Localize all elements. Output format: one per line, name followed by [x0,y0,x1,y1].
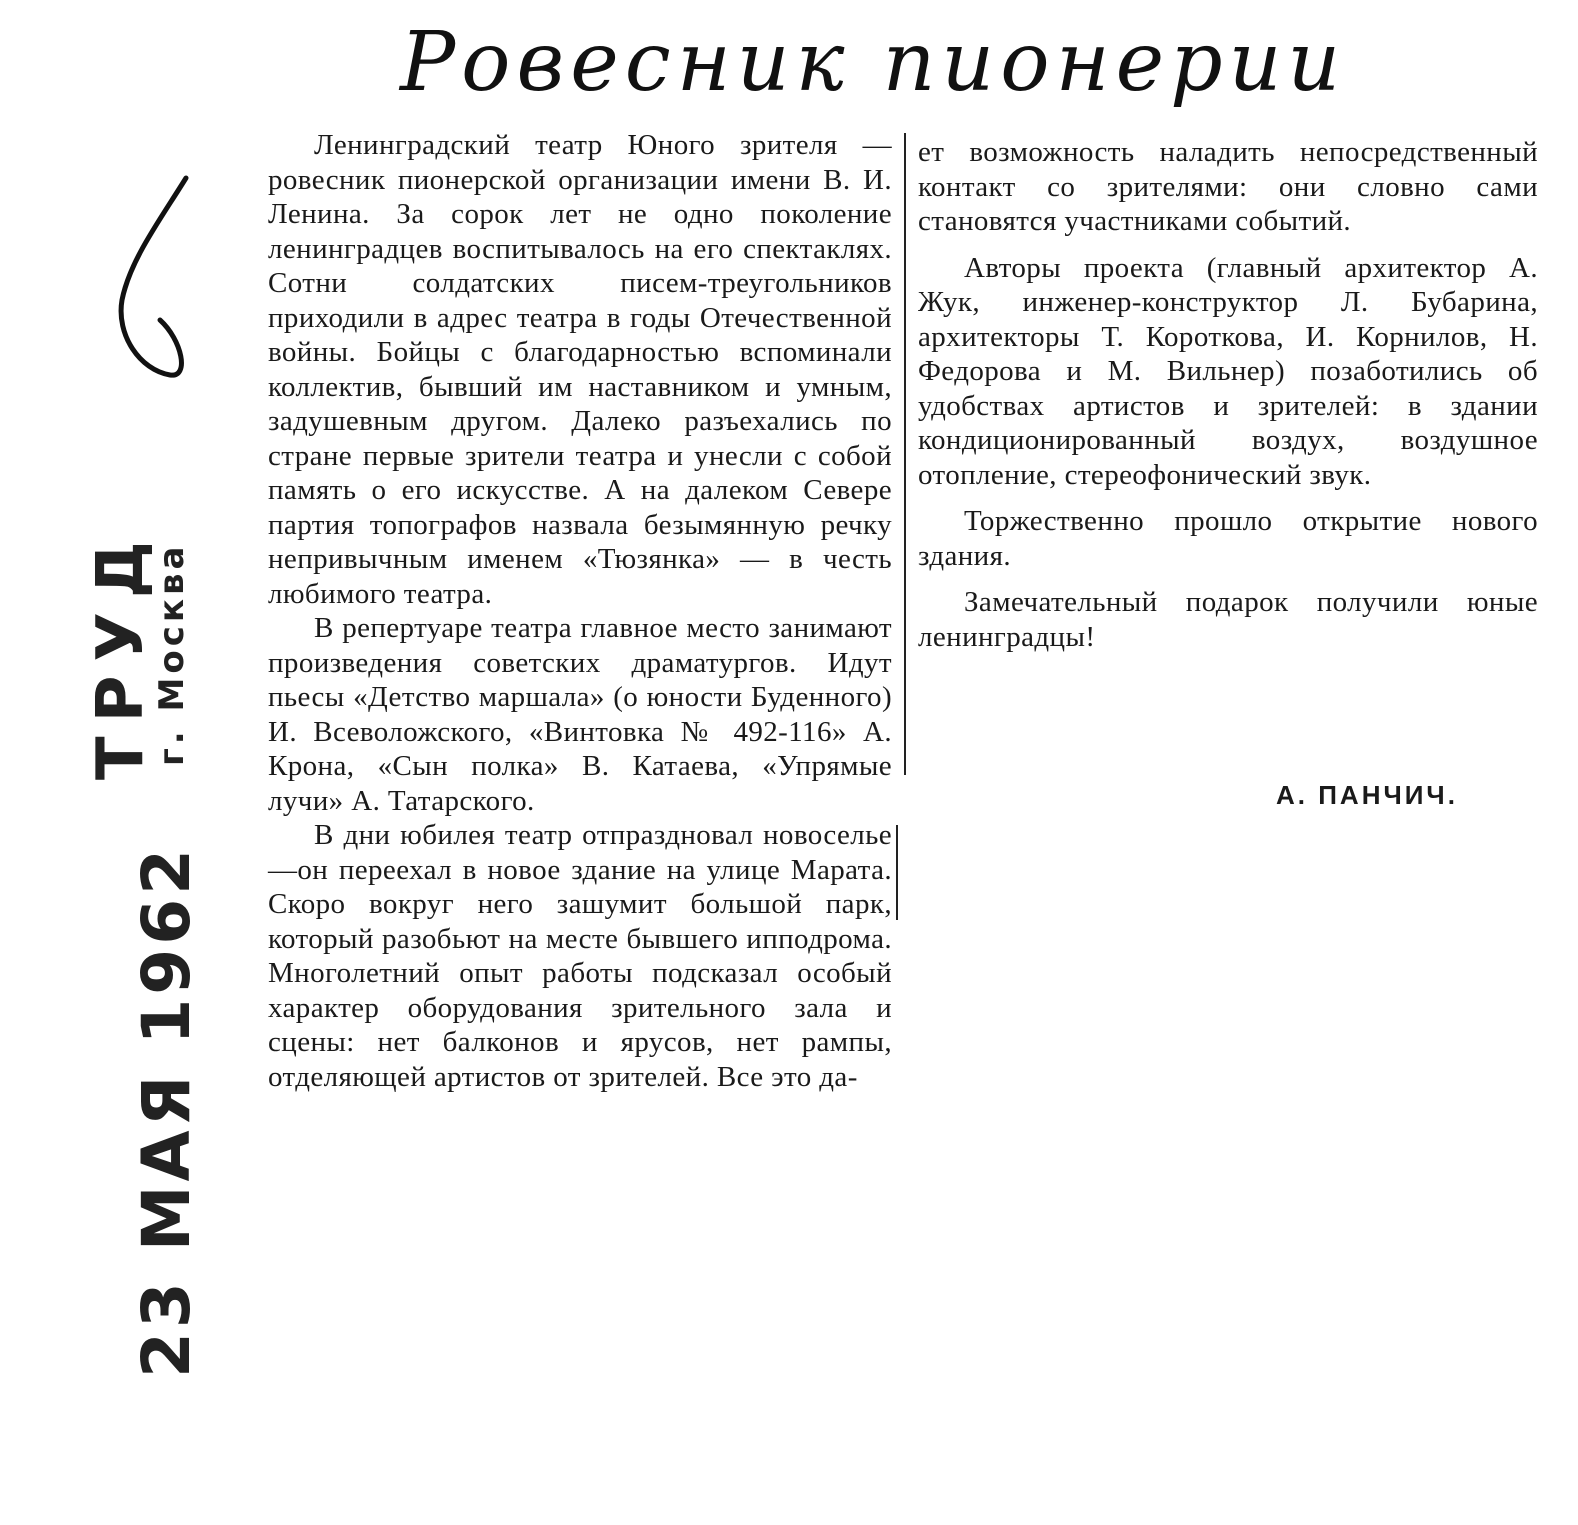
paragraph: Ленинградский театр Юного зрителя — ровесник пионерской организации имени В. И. Ленина. За сорок лет не одно поколение ленинградцев воспитывалось на его спектаклях. Сотни солдатских писем-треугольников приходили в адрес театра в годы Отечественной войны. Бойцы с благодарностью вспоминали коллектив, бывший им наставником и умным, задушевным другом. Далеко разъехались по стране первые зрители театра и унесли с собой память о его искусстве. А на далеком Севере партия топографов назвала безымянную речку непривычным именем «Тюзянка» — в честь любимого театра. [268,129,892,610]
stamp-city: г. Москва [152,542,192,766]
paragraph: ет возможность наладить непосредственный контакт со зрителями: они словно сами становятся участниками событий. [918,136,1538,237]
paragraph: Авторы проекта (главный архитектор А. Жук, инженер-конструктор Л. Бубарина, архитекторы Т. Короткова, И. Корнилов, Н. Федорова и М. Вильнер) позаботились об удобствах артистов и зрителей: в здании кондиционированный воздух, воздушное отопление, стереофонический звук. [918,251,1538,491]
handwritten-mark-icon [100,170,210,390]
paragraph: В дни юбилея театр отпраздновал новоселье—он переехал в новое здание на улице Марата. Скоро вокруг него зашумит большой парк, который разобьют на месте бывшего ипподрома. Многолетний опыт работы подсказал особый характер оборудования зрительного зала и сцены: нет балконов и ярусов, нет рампы, отделяющей артистов от зрителей. Все это да- [268,819,892,1093]
paragraph: Замечательный подарок получили юные ленинградцы! [918,586,1538,653]
column-divider [904,133,906,775]
article-headline: Ровесник пионерии [400,15,1347,110]
column-divider [896,825,898,920]
author-signature: А. ПАНЧИЧ. [1276,780,1458,810]
stamp-newspaper-name: ТРУД [84,527,158,780]
article-column-left [268,128,892,1094]
paragraph: В репертуаре театра главное место занимают произведения советских драматургов. Идут пьесы «Детство маршала» (о юности Буденного) И. Всеволожского, «Винтовка № 492-116» А. Крона, «Сын полка» В. Катаева, «Упрямые лучи» А. Татарского. [268,612,892,817]
article-column-right [918,135,1538,654]
paragraph: Торжественно прошло открытие нового здания. [918,505,1538,572]
stamp-date: 23 МАЯ 1962 [128,844,205,1378]
